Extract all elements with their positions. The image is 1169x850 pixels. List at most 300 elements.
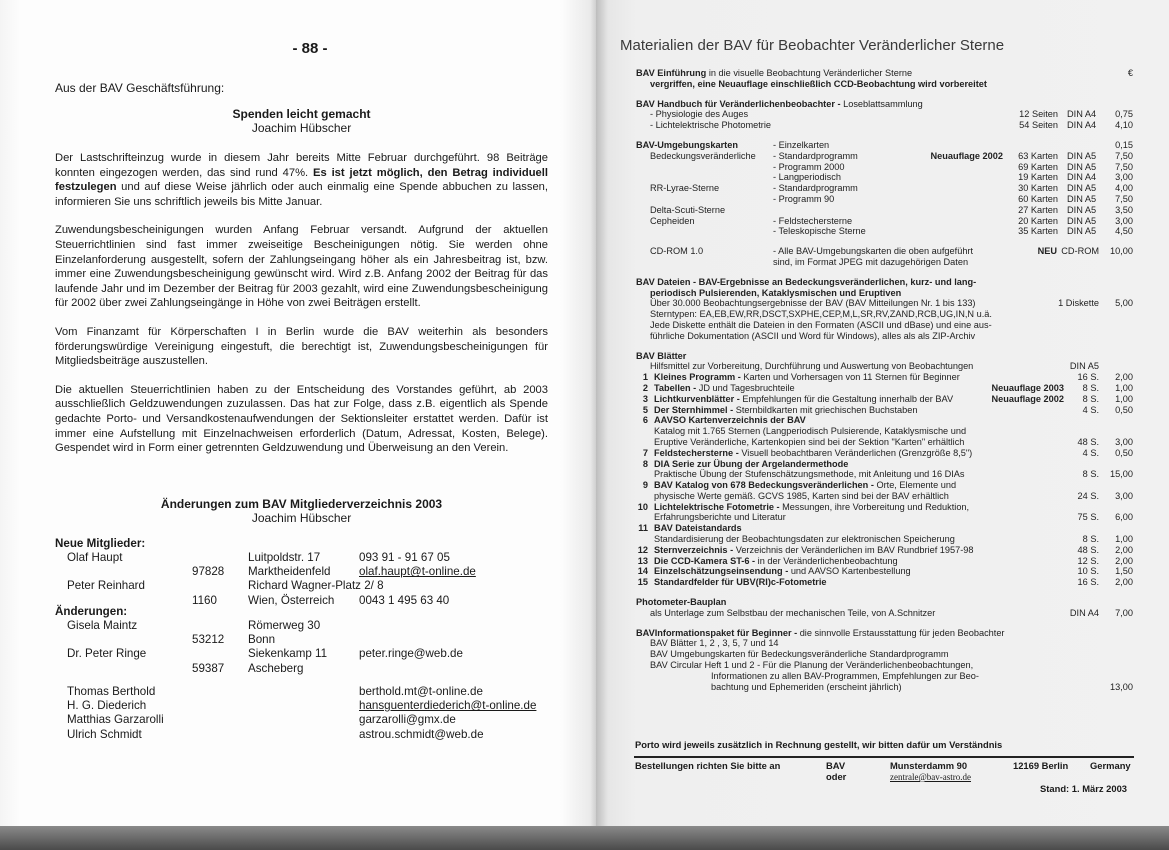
catalog-row (0, 502, 1169, 513)
catalog-row (0, 682, 1169, 693)
item-text: - Physiologie des Auges (650, 109, 749, 120)
catalog-row (0, 426, 1169, 437)
item-text: Katalog mit 1.765 Sternen (Langperiodisch Pulsierende, Kataklysmische und (654, 426, 967, 437)
item-description (636, 597, 726, 608)
catalog-row (0, 151, 1169, 162)
item-quantity: 75 S. (1077, 512, 1099, 523)
item-description (654, 394, 953, 405)
item-description (636, 68, 912, 79)
item-title: Kleines Programm - (654, 372, 744, 383)
item-number: 12 (637, 544, 648, 555)
item-quantity: 8 S. (1082, 393, 1099, 404)
item-text: Cepheiden (650, 215, 695, 226)
catalog-row (0, 68, 1169, 79)
member-street: Siekenkamp 11 (248, 647, 328, 661)
member-email: berthold.mt@t-online.de (359, 685, 483, 698)
catalog-row (0, 545, 1169, 556)
member-name: Olaf Haupt (67, 551, 123, 564)
item-description (654, 437, 964, 448)
item-quantity: 30 Karten (1018, 183, 1058, 194)
item-subtitle: sind, im Format JPEG mit dazugehörigen Daten (773, 256, 969, 267)
item-title: BAV Handbuch für Veränderlichenbeobachter - (636, 98, 844, 109)
item-quantity: 35 Karten (1018, 226, 1058, 237)
item-title: Lichtkurvenblätter - (654, 393, 743, 404)
catalog-row (0, 415, 1169, 426)
catalog-row (0, 246, 1169, 257)
item-description (636, 628, 1005, 639)
item-description (654, 383, 795, 394)
item-title: BAV Dateien - BAV-Ergebnisse an Bedeckungsveränderlichen, kurz- und lang- (636, 276, 977, 287)
member-name: Gisela Maintz (67, 619, 138, 632)
catalog-section (0, 628, 1169, 693)
item-subtitle: - Langperiodisch (773, 172, 841, 183)
item-number: 9 (642, 480, 648, 491)
catalog-row (0, 512, 1169, 523)
item-text: Messungen, ihre Vorbereitung und Reduktion, (782, 501, 970, 512)
member-zip: 53212 (192, 633, 225, 647)
item-description (654, 577, 827, 588)
order-or: oder (826, 771, 847, 782)
catalog-row (0, 437, 1169, 448)
item-price: 13,00 (1110, 681, 1133, 692)
item-note: NEU (1037, 246, 1057, 257)
item-price: 15,00 (1110, 469, 1133, 480)
item-description (654, 459, 848, 470)
catalog-section (0, 351, 1169, 589)
item-description (654, 448, 972, 459)
item-text: - Lichtelektrische Photometrie (650, 120, 772, 131)
item-quantity: 8 S. (1082, 534, 1099, 545)
catalog-list (0, 68, 1169, 701)
item-price: 3,00 (1115, 490, 1133, 501)
item-text: Sternbildkarten mit griechischen Buchstaben (735, 404, 918, 415)
item-text: Loseblattsammlung (843, 98, 923, 109)
item-quantity: DIN A4 (1069, 607, 1099, 618)
item-text: Informationen zu allen BAV-Programmen, Empfehlungen zur Beo- (711, 670, 979, 681)
catalog-row (0, 534, 1169, 545)
catalog-row (0, 331, 1169, 342)
item-quantity: CD-ROM (1061, 246, 1099, 257)
item-quantity: 12 Seiten (1019, 109, 1058, 120)
item-quantity: 60 Karten (1018, 193, 1058, 204)
member-street: Luitpoldstr. 17 (248, 551, 321, 564)
item-price: 3,00 (1115, 215, 1133, 226)
member-city: Ascheberg (248, 661, 304, 675)
catalog-row (0, 448, 1169, 459)
porto-note: Porto wird jeweils zusätzlich in Rechnung gestellt, wir bitten dafür um Verständnis (635, 739, 1003, 750)
item-number: 1 (642, 372, 648, 383)
member-phone: 0043 1 495 63 40 (359, 593, 450, 607)
item-quantity: 16 S. (1077, 577, 1099, 588)
item-price: 0,50 (1115, 404, 1133, 415)
item-format: DIN A5 (1067, 204, 1097, 215)
item-title: Sternverzeichnis - (654, 544, 736, 555)
catalog-row (0, 523, 1169, 534)
item-title: periodisch Pulsierenden, Kataklysmischen und Eruptiven (650, 287, 902, 298)
item-price: 2,00 (1115, 555, 1133, 566)
item-subtitle: - Alle BAV-Umgebungskarten die oben aufgeführt (773, 246, 974, 257)
member-email: astrou.schmidt@web.de (359, 727, 484, 741)
item-title: Lichtelektrische Fotometrie - (654, 501, 783, 512)
item-title: AAVSO Kartenverzeichnis der BAV (654, 415, 806, 426)
catalog-row (0, 394, 1169, 405)
member-name: H. G. Diederich (67, 699, 147, 713)
item-description (650, 288, 901, 299)
member-phone: 093 91 - 91 67 05 (359, 551, 450, 564)
item-subtitle: - Einzelkarten (773, 139, 830, 150)
item-description (650, 109, 748, 120)
bold-text: Es ist jetzt möglich, den Betrag individuell festzulegen (55, 166, 548, 194)
item-quantity: 19 Karten (1018, 172, 1058, 183)
order-country: Germany (1090, 760, 1131, 771)
catalog-row (0, 288, 1169, 299)
item-description (654, 426, 966, 437)
item-format: DIN A5 (1067, 150, 1097, 161)
item-text: Orte, Elemente und (876, 480, 957, 491)
item-text: Eruptive Veränderliche, Kartenkopien sind bei der Sektion "Karten" erhältlich (654, 436, 965, 447)
item-text: BAV Umgebungskarten für Bedeckungsveränderliche Standardprogramm (650, 649, 949, 660)
item-price: € (1127, 68, 1133, 78)
catalog-row (0, 194, 1169, 205)
item-description (650, 331, 975, 342)
catalog-row (0, 383, 1169, 394)
item-description (654, 512, 786, 523)
member-email: peter.ringe@web.de (359, 647, 463, 661)
item-title: Photometer-Bauplan (636, 597, 727, 608)
item-description (654, 556, 898, 567)
item-title: Der Sternhimmel - (654, 404, 736, 415)
scan-edge (0, 826, 1169, 850)
item-price: 0,50 (1115, 447, 1133, 458)
changes-label: Änderungen: (55, 605, 128, 618)
item-description (654, 372, 960, 383)
item-text: und AAVSO Kartenbestellung (790, 566, 911, 577)
item-description (650, 660, 973, 671)
item-text: Erfahrungsberichte und Literatur (654, 512, 786, 523)
item-price: 7,50 (1115, 193, 1133, 204)
item-title: Standardfelder für UBV(RI)c-Fotometrie (654, 577, 827, 588)
item-description (636, 277, 976, 288)
item-text: führliche Dokumentation (ASCII und Word für Windows), alles als als ZIP-Archiv (650, 330, 976, 341)
item-title: Einzelschätzungseinsendung - (654, 566, 791, 577)
catalog-section (0, 246, 1169, 268)
catalog-section (0, 99, 1169, 131)
item-subtitle: - Teleskopische Sterne (773, 226, 866, 237)
item-description (654, 469, 965, 480)
item-text: Standardisierung der Beobachtungsdaten zur elektronischen Speicherung (654, 534, 955, 545)
member-name: Ulrich Schmidt (67, 727, 142, 741)
catalog-row (0, 298, 1169, 309)
paragraph-4: Die aktuellen Steuerrichtlinien haben zu der Entscheidung des Vorstandes geführt, ab 2003 ausschließlich Geldzuwendungen zuzulassen. Das hat zur Folge, dass z.B. eigentlich als Spende gedachte Porto- und Versandkostenaufwendungen der Sektionsleiter erstattet werden. Dafür ist immer eine Aufstellung mit Einzelnachweisen erforderlich (Datum, Adressat, Kosten, Belege). Gespendet wird in Form einer getrennten Geldzuwendung und Überweisung an den Verein. (55, 383, 548, 455)
item-text: physische Werte gemäß. GCVS 1985, Karten sind bei der BAV erhältlich (654, 490, 949, 501)
catalog-section (0, 68, 1169, 90)
catalog-row (0, 608, 1169, 619)
order-org: BAV (826, 760, 846, 771)
item-number: 3 (642, 393, 648, 404)
item-description (636, 99, 923, 110)
item-title: DIA Serie zur Übung der Argelandermethode (654, 458, 849, 469)
item-text: Jede Diskette enthält die Dateien in den Formaten (ASCII und dBase) und eine aus- (650, 319, 992, 330)
item-description (650, 649, 949, 660)
catalog-row (0, 172, 1169, 183)
article2-author: Joachim Hübscher (251, 511, 352, 525)
item-quantity: 1 Diskette (1058, 298, 1099, 309)
item-format: DIN A5 (1067, 193, 1097, 204)
new-members-label: Neue Mitglieder: (55, 537, 146, 550)
catalog-row (0, 309, 1169, 320)
item-number: 13 (637, 555, 648, 566)
item-quantity: 16 S. (1077, 372, 1099, 383)
email-link[interactable]: hansguenterdiederich@t-online.de (359, 699, 537, 713)
catalog-row (0, 99, 1169, 110)
article-title: Spenden leicht gemacht (232, 107, 371, 121)
item-note: Neuauflage 2002 (930, 150, 1003, 161)
order-street: Munsterdamm 90 (890, 760, 968, 771)
item-price: 2,00 (1115, 544, 1133, 555)
catalog-section (0, 140, 1169, 237)
catalog-row (0, 351, 1169, 362)
item-quantity: 48 S. (1077, 544, 1099, 555)
order-city: 12169 Berlin (1013, 760, 1069, 771)
catalog-row (0, 556, 1169, 567)
catalog-row (0, 671, 1169, 682)
catalog-row (0, 649, 1169, 660)
item-price: 2,00 (1115, 577, 1133, 588)
item-price: 7,00 (1115, 607, 1133, 618)
catalog-row (0, 120, 1169, 131)
catalog-section (0, 277, 1169, 342)
item-price: 3,50 (1115, 204, 1133, 215)
catalog-row (0, 405, 1169, 416)
item-title: vergriffen, eine Neuauflage einschließlich CCD-Beobachtung wird vorbereitet (650, 78, 987, 89)
item-description (650, 120, 771, 131)
item-title: BAV Katalog von 678 Bedeckungsveränderlichen - (654, 480, 877, 491)
item-description (711, 682, 902, 693)
item-text: Delta-Scuti-Sterne (650, 204, 726, 215)
catalog-row (0, 597, 1169, 608)
item-note: Neuauflage 2003 (991, 382, 1064, 393)
item-title: Die CCD-Kamera ST-6 - (654, 555, 758, 566)
item-format: DIN A4 (1067, 172, 1097, 183)
catalog-row (0, 183, 1169, 194)
member-zip: 97828 (192, 565, 225, 579)
item-text: Praktische Übung der Stufenschätzungsmethode, mit Anleitung und 16 DIAs (654, 469, 965, 480)
item-price: 10,00 (1110, 246, 1133, 257)
item-text: JD und Tagesbruchteile (698, 382, 795, 393)
member-name: Dr. Peter Ringe (67, 647, 147, 661)
item-subtitle: - Standardprogramm (773, 183, 858, 194)
member-street: Richard Wagner-Platz 2/ 8 (248, 579, 384, 593)
item-format: DIN A5 (1067, 183, 1097, 194)
item-description (650, 79, 987, 90)
item-price: 4,00 (1115, 183, 1133, 194)
item-price: 6,00 (1115, 512, 1133, 523)
section-heading: Aus der BAV Geschäftsführung: (55, 81, 225, 95)
item-quantity: DIN A5 (1069, 361, 1099, 372)
item-description (650, 246, 703, 257)
item-quantity: 54 Seiten (1019, 120, 1058, 131)
item-text: Hilfsmittel zur Vorbereitung, Durchführung und Auswertung von Beobachtungen (650, 361, 974, 372)
member-street: Römerweg 30 (248, 619, 321, 632)
item-price: 5,00 (1115, 298, 1133, 309)
email-link[interactable]: olaf.haupt@t-online.de (359, 565, 476, 579)
item-subtitle: - Programm 90 (773, 193, 835, 204)
item-description (650, 361, 973, 372)
divider (634, 756, 1134, 758)
item-subtitle: - Programm 2000 (773, 161, 845, 172)
article2-title: Änderungen zum BAV Mitgliederverzeichnis 2003 (160, 497, 443, 511)
item-description (650, 151, 756, 162)
item-price: 1,00 (1115, 393, 1133, 404)
catalog-row (0, 372, 1169, 383)
item-subtitle: - Standardprogramm (773, 150, 858, 161)
item-number: 8 (642, 458, 648, 469)
item-quantity: 4 S. (1082, 447, 1099, 458)
item-number: 5 (642, 404, 648, 415)
item-quantity: 20 Karten (1018, 215, 1058, 226)
paragraph-3: Vom Finanzamt für Körperschaften I in Berlin wurde die BAV weiterhin als besonders förderungswürdige Vereinigung eingestuft, die berechtigt ist, Zuwendungsbescheinigungen für Mitgliedsbeiträge auszustellen. (55, 325, 548, 368)
catalog-row (0, 628, 1169, 639)
item-quantity: 48 S. (1077, 436, 1099, 447)
item-text: CD-ROM 1.0 (650, 246, 704, 257)
member-name: Thomas Berthold (67, 685, 156, 698)
item-quantity: 10 S. (1077, 566, 1099, 577)
item-description (650, 183, 719, 194)
item-price: 7,50 (1115, 150, 1133, 161)
item-description (654, 415, 806, 426)
catalog-row (0, 205, 1169, 216)
member-city: Bonn (248, 633, 276, 647)
paragraph-2: Zuwendungsbescheinigungen wurden Anfang Februar versandt. Aufgrund der aktuellen Steuerrichtlinien sind fast immer zweiseitige Bescheinigungen nötig. Sie werden ohne Einzelanforderung ausgestellt, sofern der Zahlungseingang höher als ein Jahresbeitrag ist, bzw. immer eine Zuwendungsbescheinigung gewünscht wird. Wird z.B. Anfang 2002 der Beitrag für das laufende Jahr und im Dezember der Beitrag für 2003 gezahlt, wird eine Zuwendungsbescheinigung für 2002 über zwei Zahlungseingänge in Höhe von zwei Beiträgen erstellt. (55, 224, 548, 310)
item-text: BAV Circular Heft 1 und 2 - Für die Planung der Veränderlichenbeobachtungen, (650, 660, 974, 671)
catalog-row (0, 459, 1169, 470)
catalog-row (0, 638, 1169, 649)
article-author: Joachim Hübscher (251, 121, 352, 135)
item-number: 6 (642, 415, 648, 426)
item-title: BAV Dateistandards (654, 523, 742, 534)
catalog-row (0, 162, 1169, 173)
item-description (654, 545, 974, 556)
catalog-row (0, 140, 1169, 151)
item-number: 7 (642, 447, 648, 458)
item-text: RR-Lyrae-Sterne (650, 183, 720, 194)
item-text: in der Veränderlichenbeobachtung (757, 555, 898, 566)
catalog-row (0, 277, 1169, 288)
item-title: BAV Einführung (636, 68, 707, 78)
item-quantity: 8 S. (1082, 382, 1099, 393)
item-number: 15 (637, 577, 648, 588)
item-price: 3,00 (1115, 172, 1133, 183)
item-number: 2 (642, 382, 648, 393)
item-title: BAV Blätter (636, 350, 687, 361)
member-city: Marktheidenfeld (248, 565, 331, 579)
item-note: Neuauflage 2002 (991, 393, 1064, 404)
item-price: 1,00 (1115, 382, 1133, 393)
text: Der Lastschrifteinzug wurde in diesem Jahr bereits Mitte Februar durchgeführt. 98 Beiträge konnten eingezogen werden, das sind rund 47%. (55, 152, 548, 179)
item-price: 4,10 (1115, 120, 1133, 131)
item-price: 1,00 (1115, 534, 1133, 545)
item-text: Bedeckungsveränderliche (650, 150, 756, 161)
item-title: Tabellen - (654, 382, 699, 393)
catalog-row (0, 480, 1169, 491)
order-date: Stand: 1. März 2003 (1040, 783, 1128, 794)
item-price: 2,00 (1115, 372, 1133, 383)
catalog-row (0, 79, 1169, 90)
item-description (654, 491, 949, 502)
item-description (654, 534, 955, 545)
item-number: 10 (637, 501, 648, 512)
catalog-row (0, 109, 1169, 120)
order-label: Bestellungen richten Sie bitte an (635, 760, 781, 771)
item-number: 11 (638, 523, 648, 534)
item-description (654, 405, 918, 416)
catalog-row (0, 491, 1169, 502)
member-name: Matthias Garzarolli (67, 713, 164, 727)
item-format: DIN A5 (1067, 161, 1097, 172)
member-zip: 59387 (192, 661, 225, 675)
catalog-row (0, 257, 1169, 268)
item-description (654, 502, 969, 513)
page-number: - 88 - (292, 40, 328, 57)
text: und auf diese Weise jährlich oder auch einmalig eine Spende abbuchen zu lassen, informieren Sie uns schriftlich jeweils bis Mitte Januar. (55, 181, 548, 208)
item-description (650, 205, 725, 216)
item-quantity: 8 S. (1082, 469, 1099, 480)
item-format: DIN A4 (1067, 109, 1097, 120)
item-description (636, 351, 686, 362)
item-description (650, 216, 694, 227)
item-title: BAV-Umgebungskarten (636, 139, 738, 150)
item-price: 4,50 (1115, 226, 1133, 237)
item-text: BAV Blätter 1, 2 , 3, 5, 7 und 14 (650, 638, 779, 649)
catalog-row (0, 577, 1169, 588)
item-text: in die visuelle Beobachtung Veränderlicher Sterne (706, 68, 913, 78)
item-description (650, 638, 779, 649)
item-quantity: 69 Karten (1018, 161, 1058, 172)
item-description (650, 309, 992, 320)
order-email-link[interactable]: zentrale@bav-astro.de (890, 772, 971, 782)
item-text: Karten und Vorhersagen von 11 Sternen für Beginner (743, 372, 960, 383)
member-zip: 1160 (192, 593, 217, 607)
item-title: BAVInformationspaket für Beginner - (636, 627, 800, 638)
item-format: DIN A5 (1067, 226, 1097, 237)
item-price: 0,15 (1115, 139, 1133, 150)
catalog-row (0, 660, 1169, 671)
item-price: 1,50 (1115, 566, 1133, 577)
item-format: DIN A4 (1067, 120, 1097, 131)
member-city: Wien, Österreich (248, 593, 335, 607)
item-description (711, 671, 979, 682)
catalog-row (0, 566, 1169, 577)
item-price: 0,75 (1115, 109, 1133, 120)
member-name: Peter Reinhard (67, 579, 145, 593)
item-text: Verzeichnis der Veränderlichen im BAV Rundbrief 1957-98 (735, 544, 974, 555)
catalog-row (0, 226, 1169, 237)
item-text: als Unterlage zum Selbstbau der mechanischen Teile, von A.Schnitzer (650, 607, 936, 618)
item-description (636, 140, 738, 151)
item-text: die sinnvolle Erstausstattung für jeden Beobachter (799, 627, 1005, 638)
item-quantity: 24 S. (1077, 490, 1099, 501)
item-description (650, 298, 976, 309)
item-text: Sterntypen: EA,EB,EW,RR,DSCT,SXPHE,CEP,M,L,SR,RV,ZAND,RCB,UG,IN,N u.ä. (650, 309, 992, 320)
catalog-section (0, 597, 1169, 619)
item-subtitle: - Feldstechersterne (773, 215, 853, 226)
item-text: bachtung und Ephemeriden (erscheint jährlich) (711, 681, 902, 692)
catalog-row (0, 469, 1169, 480)
item-quantity: 27 Karten (1018, 204, 1058, 215)
item-format: DIN A5 (1067, 215, 1097, 226)
item-price: 7,50 (1115, 161, 1133, 172)
item-text: Empfehlungen für die Gestaltung innerhalb der BAV (742, 393, 954, 404)
